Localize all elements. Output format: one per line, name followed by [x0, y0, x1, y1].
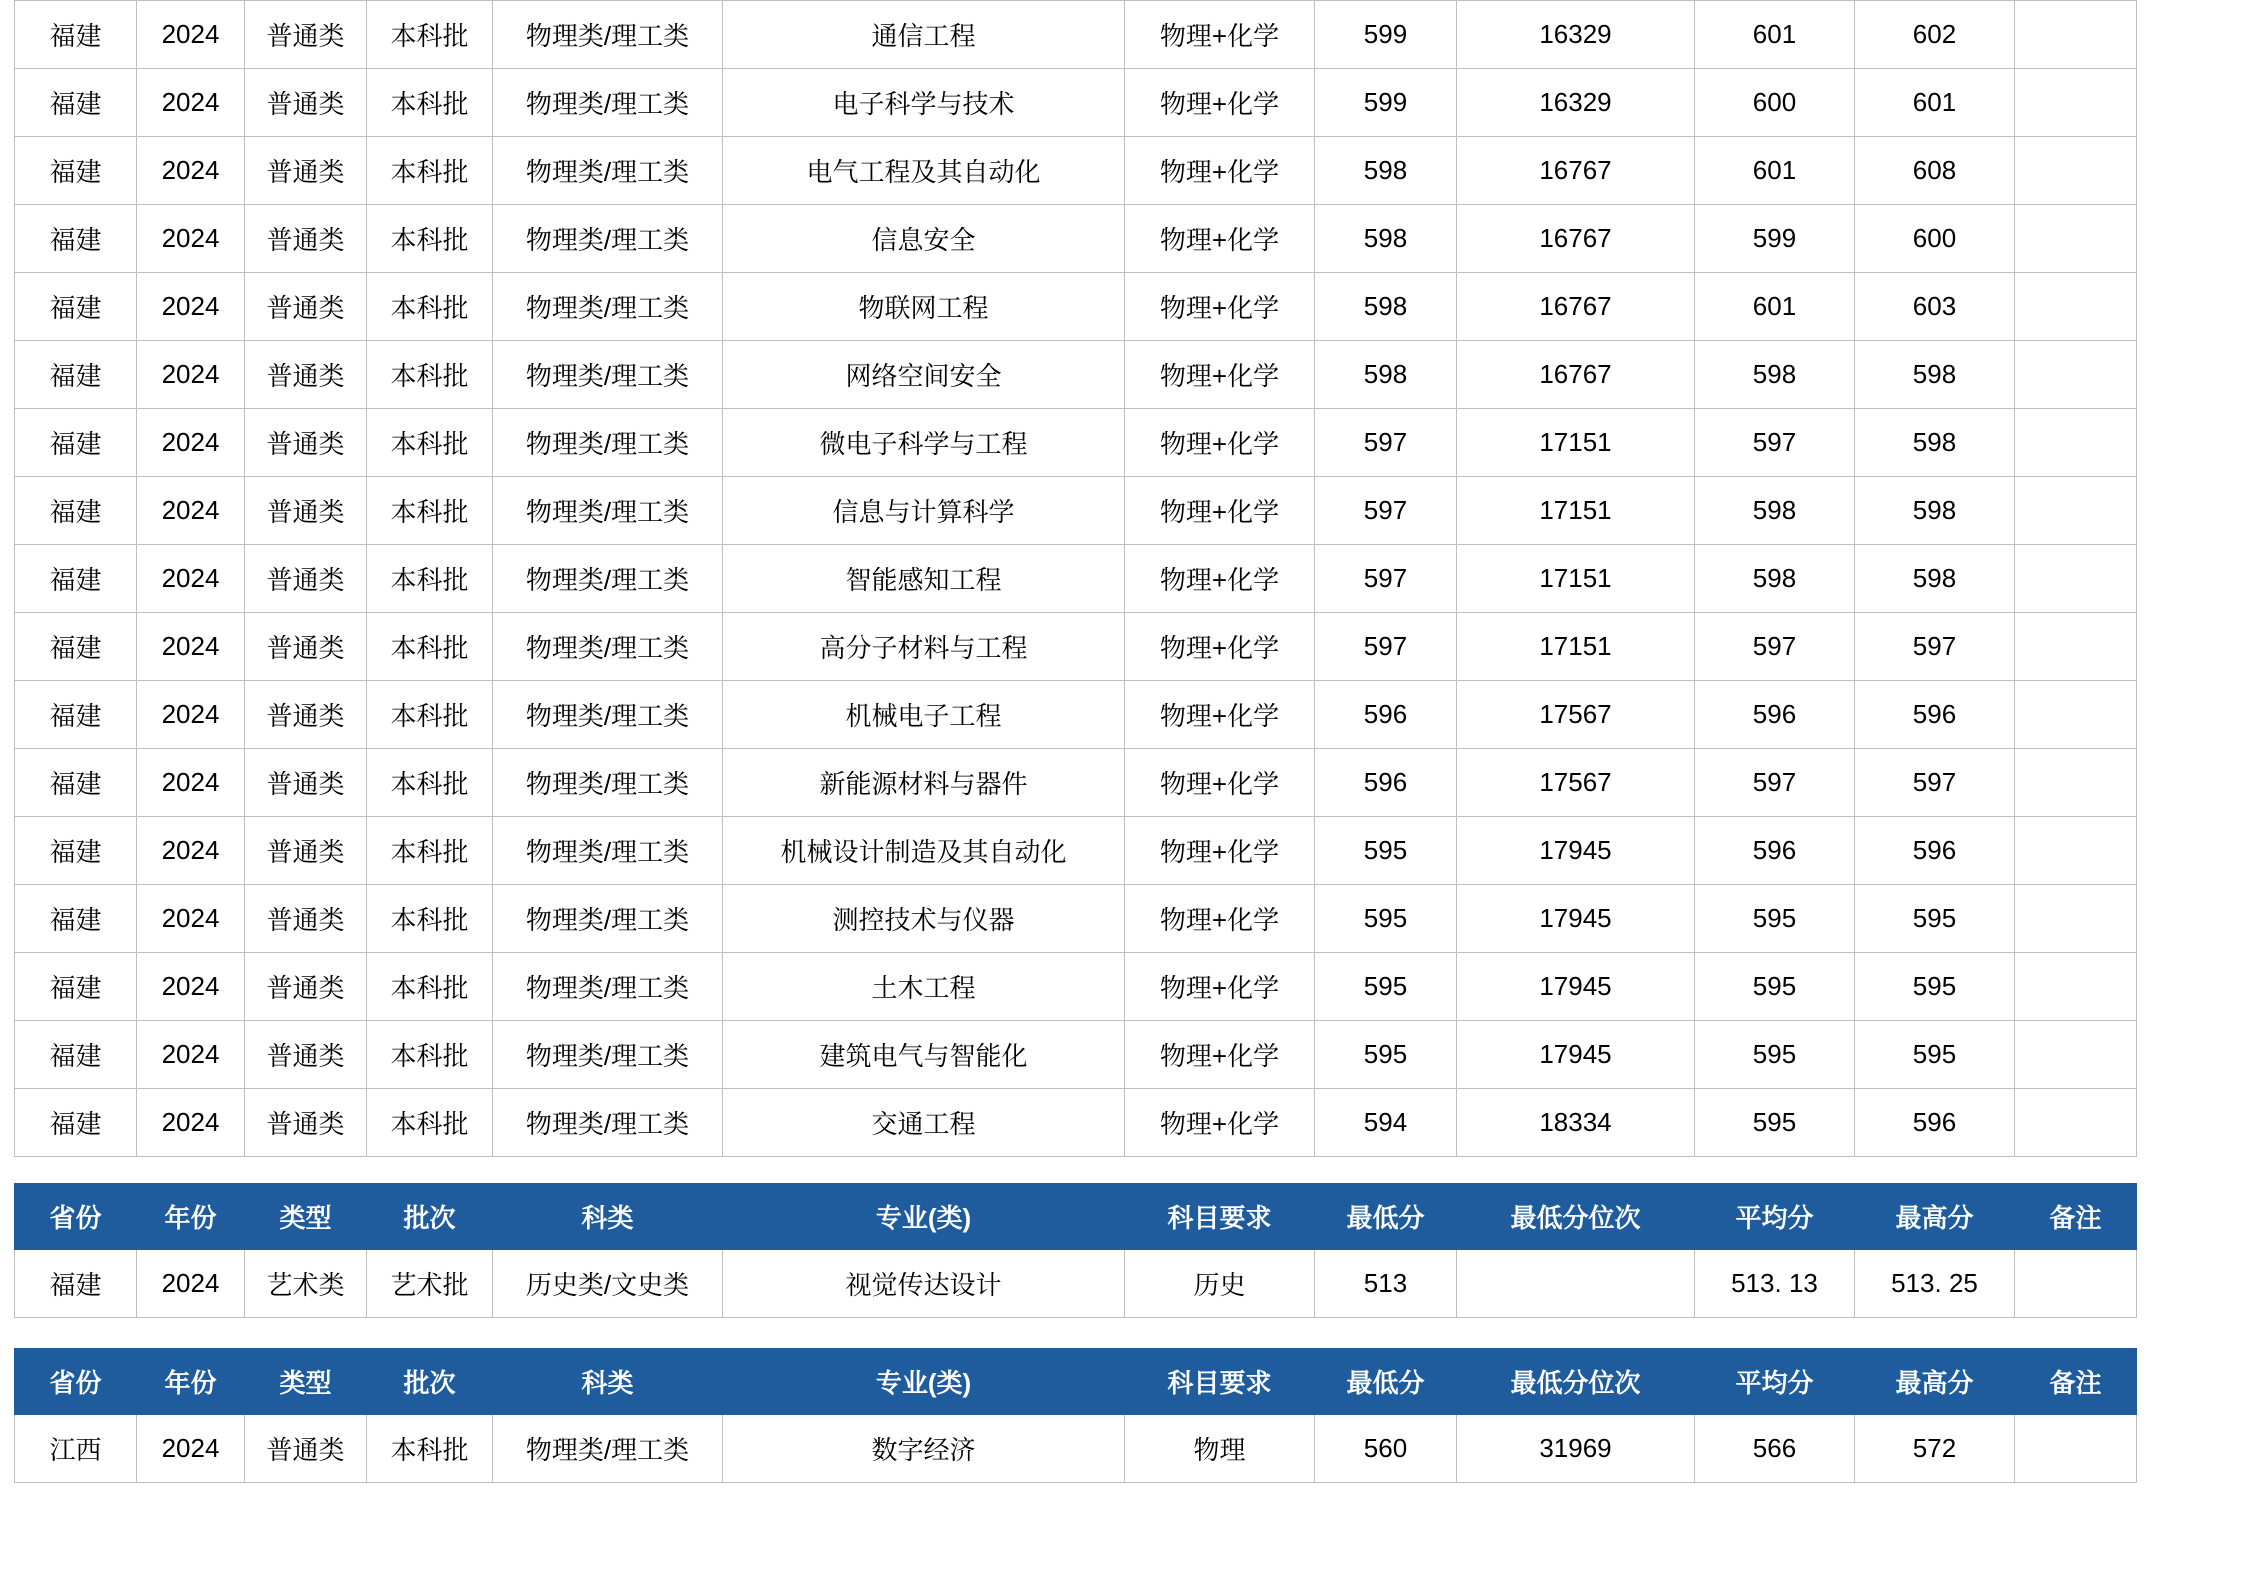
table-cell: 本科批 — [367, 817, 493, 885]
column-header: 最高分 — [1855, 1349, 2015, 1415]
jiangxi-table-wrapper — [0, 1348, 2245, 1483]
table-cell: 信息与计算科学 — [723, 477, 1125, 545]
table-cell: 福建 — [15, 341, 137, 409]
table-cell: 机械设计制造及其自动化 — [723, 817, 1125, 885]
table-row — [15, 885, 2137, 953]
table-body — [15, 1250, 2137, 1318]
table-cell: 17151 — [1457, 409, 1695, 477]
table-cell: 物理类/理工类 — [493, 885, 723, 953]
table-cell: 物理类/理工类 — [493, 273, 723, 341]
table-cell: 597 — [1695, 749, 1855, 817]
table-cell: 物理类/理工类 — [493, 205, 723, 273]
column-header: 科类 — [493, 1184, 723, 1250]
table-cell: 福建 — [15, 1250, 137, 1318]
table-cell: 本科批 — [367, 1415, 493, 1483]
table-cell — [2015, 1021, 2137, 1089]
table-cell — [2015, 1089, 2137, 1157]
table-cell: 601 — [1855, 69, 2015, 137]
table-body — [15, 1415, 2137, 1483]
table-cell: 普通类 — [245, 613, 367, 681]
table-cell: 560 — [1315, 1415, 1457, 1483]
table-cell: 物理+化学 — [1125, 1089, 1315, 1157]
table-cell: 本科批 — [367, 681, 493, 749]
table-cell: 视觉传达设计 — [723, 1250, 1125, 1318]
table-cell: 物理类/理工类 — [493, 749, 723, 817]
table-cell: 物理+化学 — [1125, 613, 1315, 681]
table-cell — [2015, 953, 2137, 1021]
table-cell — [2015, 681, 2137, 749]
table-cell: 2024 — [137, 477, 245, 545]
table-cell: 17567 — [1457, 749, 1695, 817]
table-cell: 2024 — [137, 137, 245, 205]
table-cell: 物理类/理工类 — [493, 1021, 723, 1089]
table-cell: 福建 — [15, 681, 137, 749]
table-cell — [2015, 1, 2137, 69]
table-cell: 595 — [1695, 953, 1855, 1021]
table-cell: 595 — [1855, 885, 2015, 953]
table-cell: 物理+化学 — [1125, 885, 1315, 953]
table-cell: 普通类 — [245, 1089, 367, 1157]
table-cell: 600 — [1855, 205, 2015, 273]
table-cell: 物理类/理工类 — [493, 341, 723, 409]
table-cell: 596 — [1855, 817, 2015, 885]
table-cell: 测控技术与仪器 — [723, 885, 1125, 953]
table-cell — [2015, 749, 2137, 817]
column-header: 备注 — [2015, 1184, 2137, 1250]
table-cell: 594 — [1315, 1089, 1457, 1157]
table-row — [15, 137, 2137, 205]
column-header: 类型 — [245, 1349, 367, 1415]
column-header: 最高分 — [1855, 1184, 2015, 1250]
table-cell: 597 — [1695, 409, 1855, 477]
table-row — [15, 1021, 2137, 1089]
table-cell: 福建 — [15, 477, 137, 545]
table-cell: 物理+化学 — [1125, 1, 1315, 69]
column-header: 专业(类) — [723, 1349, 1125, 1415]
table-row — [15, 1089, 2137, 1157]
column-header: 年份 — [137, 1184, 245, 1250]
table-cell: 本科批 — [367, 749, 493, 817]
table-cell: 597 — [1315, 477, 1457, 545]
table-cell: 物理+化学 — [1125, 205, 1315, 273]
table-cell: 江西 — [15, 1415, 137, 1483]
table-cell: 通信工程 — [723, 1, 1125, 69]
table-cell: 物理+化学 — [1125, 137, 1315, 205]
fujian-art-table-wrapper — [0, 1183, 2245, 1318]
table-cell: 31969 — [1457, 1415, 1695, 1483]
table-cell: 物理类/理工类 — [493, 545, 723, 613]
table-cell: 597 — [1855, 613, 2015, 681]
table-cell: 本科批 — [367, 341, 493, 409]
table-cell: 信息安全 — [723, 205, 1125, 273]
table-cell: 福建 — [15, 1021, 137, 1089]
table-cell: 16767 — [1457, 205, 1695, 273]
table-cell: 智能感知工程 — [723, 545, 1125, 613]
table-cell: 土木工程 — [723, 953, 1125, 1021]
table-cell: 物理+化学 — [1125, 749, 1315, 817]
table-cell: 597 — [1315, 409, 1457, 477]
table-cell: 本科批 — [367, 477, 493, 545]
table-cell: 数字经济 — [723, 1415, 1125, 1483]
table-cell — [2015, 1415, 2137, 1483]
table-cell: 普通类 — [245, 885, 367, 953]
table-cell: 本科批 — [367, 1089, 493, 1157]
table-cell: 普通类 — [245, 69, 367, 137]
table-cell: 本科批 — [367, 205, 493, 273]
table-cell: 598 — [1315, 341, 1457, 409]
table-cell: 物理类/理工类 — [493, 137, 723, 205]
column-header: 科类 — [493, 1349, 723, 1415]
table-cell: 16767 — [1457, 273, 1695, 341]
table-cell: 物理+化学 — [1125, 953, 1315, 1021]
table-cell: 608 — [1855, 137, 2015, 205]
table-cell: 596 — [1315, 749, 1457, 817]
table-cell: 物理类/理工类 — [493, 409, 723, 477]
table-cell: 600 — [1695, 69, 1855, 137]
table-row — [15, 273, 2137, 341]
table-cell — [1457, 1250, 1695, 1318]
table-cell — [2015, 273, 2137, 341]
table-cell: 596 — [1855, 681, 2015, 749]
column-header: 年份 — [137, 1349, 245, 1415]
table-cell: 599 — [1695, 205, 1855, 273]
table-cell: 17945 — [1457, 885, 1695, 953]
table-row — [15, 477, 2137, 545]
column-header: 类型 — [245, 1184, 367, 1250]
table-header-row — [15, 1349, 2137, 1415]
table-cell: 598 — [1695, 341, 1855, 409]
table-cell: 566 — [1695, 1415, 1855, 1483]
table-cell: 建筑电气与智能化 — [723, 1021, 1125, 1089]
table-cell — [2015, 545, 2137, 613]
table-cell: 16767 — [1457, 341, 1695, 409]
table-cell: 595 — [1315, 953, 1457, 1021]
table-cell: 本科批 — [367, 545, 493, 613]
table-cell: 物理类/理工类 — [493, 817, 723, 885]
table-cell: 598 — [1855, 409, 2015, 477]
table-cell: 电气工程及其自动化 — [723, 137, 1125, 205]
column-header: 最低分位次 — [1457, 1184, 1695, 1250]
table-cell: 2024 — [137, 749, 245, 817]
column-header: 专业(类) — [723, 1184, 1125, 1250]
table-row — [15, 205, 2137, 273]
table-cell — [2015, 137, 2137, 205]
table-cell: 福建 — [15, 273, 137, 341]
column-header: 省份 — [15, 1349, 137, 1415]
table-cell: 物理类/理工类 — [493, 681, 723, 749]
table-cell: 本科批 — [367, 1021, 493, 1089]
table-cell: 交通工程 — [723, 1089, 1125, 1157]
table-gap-1 — [0, 1157, 2245, 1183]
table-cell: 物理类/理工类 — [493, 953, 723, 1021]
table-cell: 598 — [1855, 477, 2015, 545]
table-cell: 597 — [1315, 613, 1457, 681]
table-row — [15, 545, 2137, 613]
table-cell: 598 — [1695, 477, 1855, 545]
table-row — [15, 409, 2137, 477]
table-cell: 599 — [1315, 1, 1457, 69]
column-header: 最低分 — [1315, 1349, 1457, 1415]
table-cell: 普通类 — [245, 1415, 367, 1483]
table-cell: 2024 — [137, 1021, 245, 1089]
column-header: 平均分 — [1695, 1349, 1855, 1415]
table-cell: 福建 — [15, 69, 137, 137]
table-cell: 2024 — [137, 69, 245, 137]
table-row — [15, 1250, 2137, 1318]
table-cell — [2015, 817, 2137, 885]
table-cell: 17945 — [1457, 817, 1695, 885]
table-cell: 18334 — [1457, 1089, 1695, 1157]
table-cell: 513. 13 — [1695, 1250, 1855, 1318]
table-cell: 网络空间安全 — [723, 341, 1125, 409]
table-cell: 普通类 — [245, 477, 367, 545]
table-cell: 普通类 — [245, 1, 367, 69]
table-cell: 2024 — [137, 613, 245, 681]
table-cell: 福建 — [15, 1089, 137, 1157]
table-cell: 普通类 — [245, 681, 367, 749]
table-cell: 普通类 — [245, 749, 367, 817]
table-cell: 603 — [1855, 273, 2015, 341]
table-cell: 16329 — [1457, 1, 1695, 69]
table-cell: 普通类 — [245, 545, 367, 613]
table-cell: 595 — [1855, 953, 2015, 1021]
column-header: 最低分 — [1315, 1184, 1457, 1250]
table-cell: 普通类 — [245, 341, 367, 409]
fujian-art-table — [14, 1183, 2137, 1318]
table-cell: 598 — [1855, 545, 2015, 613]
table-cell: 17151 — [1457, 613, 1695, 681]
table-cell: 物理类/理工类 — [493, 477, 723, 545]
table-cell: 福建 — [15, 817, 137, 885]
table-cell: 2024 — [137, 1, 245, 69]
table-cell: 物理+化学 — [1125, 341, 1315, 409]
table-cell: 物理类/理工类 — [493, 1089, 723, 1157]
table-cell: 596 — [1695, 681, 1855, 749]
table-cell: 2024 — [137, 953, 245, 1021]
column-header: 科目要求 — [1125, 1184, 1315, 1250]
table-cell: 普通类 — [245, 817, 367, 885]
table-row — [15, 613, 2137, 681]
fujian-science-table — [14, 0, 2137, 1157]
table-cell: 595 — [1315, 885, 1457, 953]
table-cell: 福建 — [15, 137, 137, 205]
table-cell: 物理+化学 — [1125, 409, 1315, 477]
table-cell: 595 — [1855, 1021, 2015, 1089]
table-cell: 2024 — [137, 885, 245, 953]
table-cell: 17945 — [1457, 1021, 1695, 1089]
table-cell: 2024 — [137, 545, 245, 613]
table-cell — [2015, 69, 2137, 137]
column-header: 备注 — [2015, 1349, 2137, 1415]
table-cell: 598 — [1695, 545, 1855, 613]
table-row — [15, 69, 2137, 137]
table-cell: 17945 — [1457, 953, 1695, 1021]
table-cell: 572 — [1855, 1415, 2015, 1483]
table-cell: 物理类/理工类 — [493, 613, 723, 681]
table-cell: 595 — [1315, 817, 1457, 885]
table-cell: 本科批 — [367, 1, 493, 69]
table-cell: 601 — [1695, 137, 1855, 205]
table-cell: 596 — [1315, 681, 1457, 749]
table-row — [15, 817, 2137, 885]
table-cell: 2024 — [137, 817, 245, 885]
table-cell: 物理+化学 — [1125, 817, 1315, 885]
table-cell: 福建 — [15, 205, 137, 273]
table-gap-2 — [0, 1318, 2245, 1348]
table-cell: 598 — [1855, 341, 2015, 409]
table-cell: 福建 — [15, 409, 137, 477]
table-cell: 17567 — [1457, 681, 1695, 749]
table-cell: 2024 — [137, 681, 245, 749]
table-row — [15, 749, 2137, 817]
table-cell: 2024 — [137, 1250, 245, 1318]
table-cell: 本科批 — [367, 885, 493, 953]
table-row — [15, 1415, 2137, 1483]
table-cell: 597 — [1855, 749, 2015, 817]
table-cell: 598 — [1315, 205, 1457, 273]
column-header: 科目要求 — [1125, 1349, 1315, 1415]
jiangxi-table — [14, 1348, 2137, 1483]
table-cell: 福建 — [15, 953, 137, 1021]
table-cell — [2015, 1250, 2137, 1318]
table-cell: 福建 — [15, 1, 137, 69]
table-cell: 新能源材料与器件 — [723, 749, 1125, 817]
table-cell — [2015, 409, 2137, 477]
table-cell: 599 — [1315, 69, 1457, 137]
table-cell: 历史 — [1125, 1250, 1315, 1318]
table-cell: 本科批 — [367, 273, 493, 341]
table-cell: 电子科学与技术 — [723, 69, 1125, 137]
table-row — [15, 1, 2137, 69]
table-header — [15, 1184, 2137, 1250]
table-cell: 2024 — [137, 341, 245, 409]
table-body — [15, 1, 2137, 1157]
table-cell: 598 — [1315, 137, 1457, 205]
table-cell: 普通类 — [245, 273, 367, 341]
table-cell: 17151 — [1457, 545, 1695, 613]
table-cell: 艺术批 — [367, 1250, 493, 1318]
table-cell: 601 — [1695, 273, 1855, 341]
table-cell: 微电子科学与工程 — [723, 409, 1125, 477]
table-cell: 2024 — [137, 1415, 245, 1483]
column-header: 省份 — [15, 1184, 137, 1250]
table-cell: 601 — [1695, 1, 1855, 69]
table-cell: 物理+化学 — [1125, 681, 1315, 749]
table-cell: 福建 — [15, 545, 137, 613]
table-cell: 513. 25 — [1855, 1250, 2015, 1318]
column-header: 批次 — [367, 1184, 493, 1250]
table-cell: 596 — [1855, 1089, 2015, 1157]
table-cell: 602 — [1855, 1, 2015, 69]
table-cell: 艺术类 — [245, 1250, 367, 1318]
table-cell: 物理类/理工类 — [493, 69, 723, 137]
table-row — [15, 341, 2137, 409]
table-cell: 本科批 — [367, 953, 493, 1021]
table-cell: 17151 — [1457, 477, 1695, 545]
column-header: 平均分 — [1695, 1184, 1855, 1250]
column-header: 批次 — [367, 1349, 493, 1415]
table-cell: 16329 — [1457, 69, 1695, 137]
table-cell: 普通类 — [245, 953, 367, 1021]
table-cell: 福建 — [15, 749, 137, 817]
table-header — [15, 1349, 2137, 1415]
table-cell: 机械电子工程 — [723, 681, 1125, 749]
table-cell: 595 — [1695, 1089, 1855, 1157]
table-cell: 物理类/理工类 — [493, 1, 723, 69]
table-cell: 物理+化学 — [1125, 477, 1315, 545]
table-cell: 普通类 — [245, 137, 367, 205]
table-cell: 597 — [1695, 613, 1855, 681]
table-cell: 597 — [1315, 545, 1457, 613]
table-row — [15, 681, 2137, 749]
table-cell: 595 — [1315, 1021, 1457, 1089]
table-row — [15, 953, 2137, 1021]
table-cell: 598 — [1315, 273, 1457, 341]
table-cell: 普通类 — [245, 1021, 367, 1089]
table-cell: 本科批 — [367, 613, 493, 681]
table-cell: 物联网工程 — [723, 273, 1125, 341]
table-cell: 596 — [1695, 817, 1855, 885]
table-cell — [2015, 885, 2137, 953]
table-cell: 物理类/理工类 — [493, 1415, 723, 1483]
table-cell — [2015, 613, 2137, 681]
table-cell: 普通类 — [245, 409, 367, 477]
table-cell: 本科批 — [367, 69, 493, 137]
table-cell: 高分子材料与工程 — [723, 613, 1125, 681]
table-cell: 本科批 — [367, 137, 493, 205]
table-cell: 595 — [1695, 885, 1855, 953]
column-header: 最低分位次 — [1457, 1349, 1695, 1415]
table-cell: 历史类/文史类 — [493, 1250, 723, 1318]
table-cell: 513 — [1315, 1250, 1457, 1318]
table-cell — [2015, 341, 2137, 409]
table-cell: 物理+化学 — [1125, 69, 1315, 137]
table-cell: 16767 — [1457, 137, 1695, 205]
table-cell: 本科批 — [367, 409, 493, 477]
table-cell: 物理 — [1125, 1415, 1315, 1483]
table-cell: 物理+化学 — [1125, 273, 1315, 341]
table-cell: 2024 — [137, 1089, 245, 1157]
table-cell: 物理+化学 — [1125, 1021, 1315, 1089]
table-cell — [2015, 477, 2137, 545]
table-cell: 2024 — [137, 409, 245, 477]
table-cell: 2024 — [137, 273, 245, 341]
table-cell: 2024 — [137, 205, 245, 273]
table-cell: 物理+化学 — [1125, 545, 1315, 613]
table-cell: 595 — [1695, 1021, 1855, 1089]
table-cell: 福建 — [15, 885, 137, 953]
table-header-row — [15, 1184, 2137, 1250]
table-cell: 福建 — [15, 613, 137, 681]
table-cell: 普通类 — [245, 205, 367, 273]
table-cell — [2015, 205, 2137, 273]
